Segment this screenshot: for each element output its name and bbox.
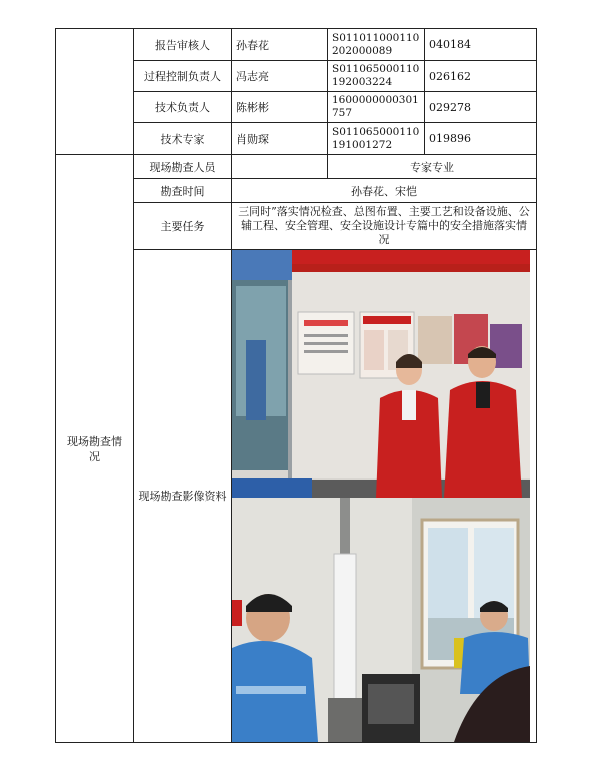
staff-role: 报告审核人 [134,29,232,61]
survey-personnel-row [56,155,537,179]
site-photo-inspectors [232,250,530,498]
staff-row [56,29,537,61]
staff-code: S011065000110192003224 [328,61,425,92]
staff-code: S011065000110191001272 [328,123,425,155]
personnel-label: 现场勘查人员 [134,155,232,179]
expertise-label: 专家专业 [328,155,537,179]
staff-code: S011011000110202000089 [328,29,425,61]
images-label: 现场勘查影像资料 [134,250,232,743]
staff-role: 技术专家 [134,123,232,155]
site-photo-workers [232,498,530,742]
tasks-value: 三同时”落实情况检查、总图布置、主要工艺和设备设施、公辅工程、安全管理、安全设施设计专篇中的安全措施落实情况 [232,203,537,250]
survey-section-label: 现场勘查情况 [56,155,134,743]
staff-role: 过程控制负责人 [134,61,232,92]
staff-number: 026162 [425,61,537,92]
personnel-value [232,155,328,179]
time-value: 孙春花、宋恺 [232,179,537,203]
tasks-label: 主要任务 [134,203,232,250]
staff-name: 孙春花 [232,29,328,61]
staff-number: 040184 [425,29,537,61]
staff-name: 肖勋琛 [232,123,328,155]
staff-name: 冯志亮 [232,61,328,92]
staff-code: 1600000000301757 [328,92,425,123]
staff-role: 技术负责人 [134,92,232,123]
images-cell [232,250,537,743]
blank-left-cell [56,29,134,155]
staff-number: 019896 [425,123,537,155]
staff-number: 029278 [425,92,537,123]
time-label: 勘查时间 [134,179,232,203]
staff-name: 陈彬彬 [232,92,328,123]
report-table [55,28,537,743]
